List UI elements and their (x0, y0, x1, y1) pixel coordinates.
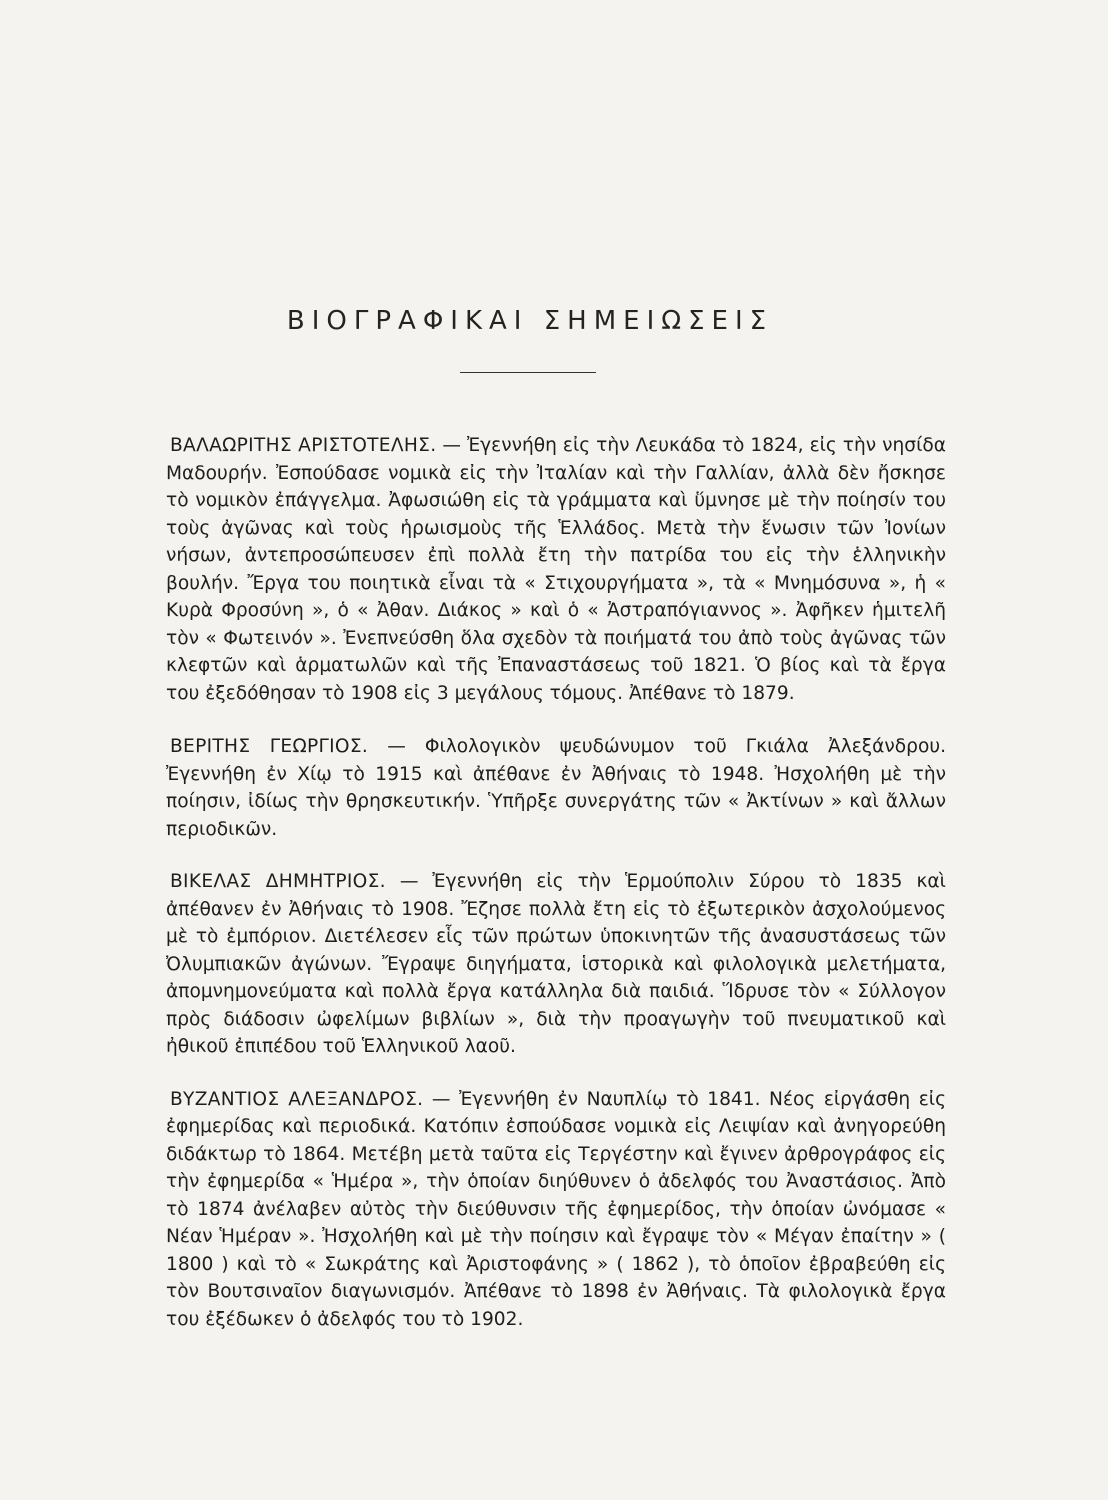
biography-entry (166, 733, 946, 843)
entry-name: ΒΥΖΑΝΤΙΟΣ ΑΛΕΞΑΝΔΡΟΣ. (170, 1088, 424, 1110)
entries-list (166, 432, 946, 1359)
entry-name: ΒΙΚΕΛΑΣ ΔΗΜΗΤΡΙΟΣ. (170, 871, 386, 892)
biography-entry (166, 432, 946, 707)
biography-entry (166, 1086, 946, 1334)
entry-text: — Φιλολογικὸν ψευδώνυμον τοῦ Γκιάλα Ἀλεξάνδρου. Ἐγεννήθη ἐν Χίῳ τὸ 1915 καὶ ἀπέθανε ἐν Ἀθήναις τὸ 1948. Ἠσχολήθη μὲ τὴν ποίησιν, ἰδίως τὴν θρησκευτικήν. Ὑπῆρξε συνεργάτης τῶν « Ἀκτίνων » καὶ ἄλλων περιοδικῶν. (166, 736, 946, 840)
title-divider (460, 372, 596, 373)
entry-text: — Ἐγεννήθη εἰς τὴν Ἑρμούπολιν Σύρου τὸ 1835 καὶ ἀπέθανεν ἐν Ἀθήναις τὸ 1908. Ἔζησε πολλὰ ἔτη εἰς τὸ ἐξωτερικὸν ἀσχολούμενος μὲ τὸ ἐμπόριον. Διετέλεσεν εἷς τῶν πρώτων ὑποκινητῶν τῆς ἀνασυστάσεως τῶν Ὀλυμπιακῶν ἀγώνων. Ἔγραψε διηγήματα, ἱστορικὰ καὶ φιλολογικὰ μελετήματα, ἀπομνημονεύματα καὶ πολλὰ ἔργα κατάλληλα διὰ παιδιά. Ἵδρυσε τὸν « Σύλλογον πρὸς διάδοσιν ὠφελίμων βιβλίων », διὰ τὴν προαγωγὴν τοῦ πνευματικοῦ καὶ ἠθικοῦ ἐπιπέδου τοῦ Ἑλληνικοῦ λαοῦ. (166, 871, 946, 1057)
page-title: ΒΙΟΓΡΑΦΙΚΑΙ ΣΗΜΕΙΩΣΕΙΣ (286, 306, 774, 336)
biography-entry (166, 868, 946, 1061)
entry-text: — Ἐγεννήθη εἰς τὴν Λευκάδα τὸ 1824, εἰς τὴν νησίδα Μαδουρήν. Ἐσπούδασε νομικὰ εἰς τὴν Ἰταλίαν καὶ τὴν Γαλλίαν, ἀλλὰ δὲν ἤσκησε τὸ νομικὸν ἐπάγγελμα. Ἀφωσιώθη εἰς τὰ γράμματα καὶ ὕμνησε μὲ τὴν ποίησίν του τοὺς ἀγῶνας καὶ τοὺς ἡρωισμοὺς τῆς Ἑλλάδος. Μετὰ τὴν ἕνωσιν τῶν Ἰονίων νήσων, ἀντεπροσώπευσεν ἐπὶ πολλὰ ἔτη τὴν πατρίδα του εἰς τὴν ἑλληνικὴν βουλήν. Ἔργα του ποιητικὰ εἶναι τὰ « Στιχουργήματα », τὰ « Μνημόσυνα », ἡ « Κυρὰ Φροσύνη », ὁ « Ἀθαν. Διάκος » καὶ ὁ « Ἀστραπόγιαννος ». Ἀφῆκεν ἡμιτελῆ τὸν « Φωτεινόν ». Ἐνεπνεύσθη ὅλα σχεδὸν τὰ ποιήματά του ἀπὸ τοὺς ἀγῶνας τῶν κλεφτῶν καὶ ἁρματωλῶν καὶ τῆς Ἐπαναστάσεως τοῦ 1821. Ὁ βίος καὶ τὰ ἔργα του ἐξεδόθησαν τὸ 1908 εἰς 3 μεγάλους τόμους. Ἀπέθανε τὸ 1879. (166, 435, 947, 704)
entry-text: — Ἐγεννήθη ἐν Ναυπλίῳ τὸ 1841. Νέος εἰργάσθη εἰς ἐφημερίδας καὶ περιοδικά. Κατόπιν ἐσπούδασε νομικὰ εἰς Λειψίαν καὶ ἀνηγορεύθη διδάκτωρ τὸ 1864. Μετέβη μετὰ ταῦτα εἰς Τεργέστην καὶ ἔγινεν ἀρθρογράφος εἰς τὴν ἐφημερίδα « Ἡμέρα », τὴν ὁποίαν διηύθυνεν ὁ ἀδελφός του Ἀναστάσιος. Ἀπὸ τὸ 1874 ἀνέλαβεν αὐτὸς τὴν διεύθυνσιν τῆς ἐφημερίδος, τὴν ὁποίαν ὠνόμασε « Νέαν Ἡμέραν ». Ἠσχολήθη καὶ μὲ τὴν ποίησιν καὶ ἔγραψε τὸν « Μέγαν ἐπαίτην » ( 1800 ) καὶ τὸ « Σωκράτης καὶ Ἀριστοφάνης » ( 1862 ), τὸ ὁποῖον ἐβραβεύθη εἰς τὸν Βουτσιναῖον διαγωνισμόν. Ἀπέθανε τὸ 1898 ἐν Ἀθήναις. Τὰ φιλολογικὰ ἔργα του ἐξέδωκεν ὁ ἀδελφός του τὸ 1902. (166, 1088, 946, 1330)
entry-name: ΒΑΛΑΩΡΙΤΗΣ ΑΡΙΣΤΟΤΕΛΗΣ. (170, 435, 437, 456)
entry-name: ΒΕΡΙΤΗΣ ΓΕΩΡΓΙΟΣ. (170, 736, 369, 757)
